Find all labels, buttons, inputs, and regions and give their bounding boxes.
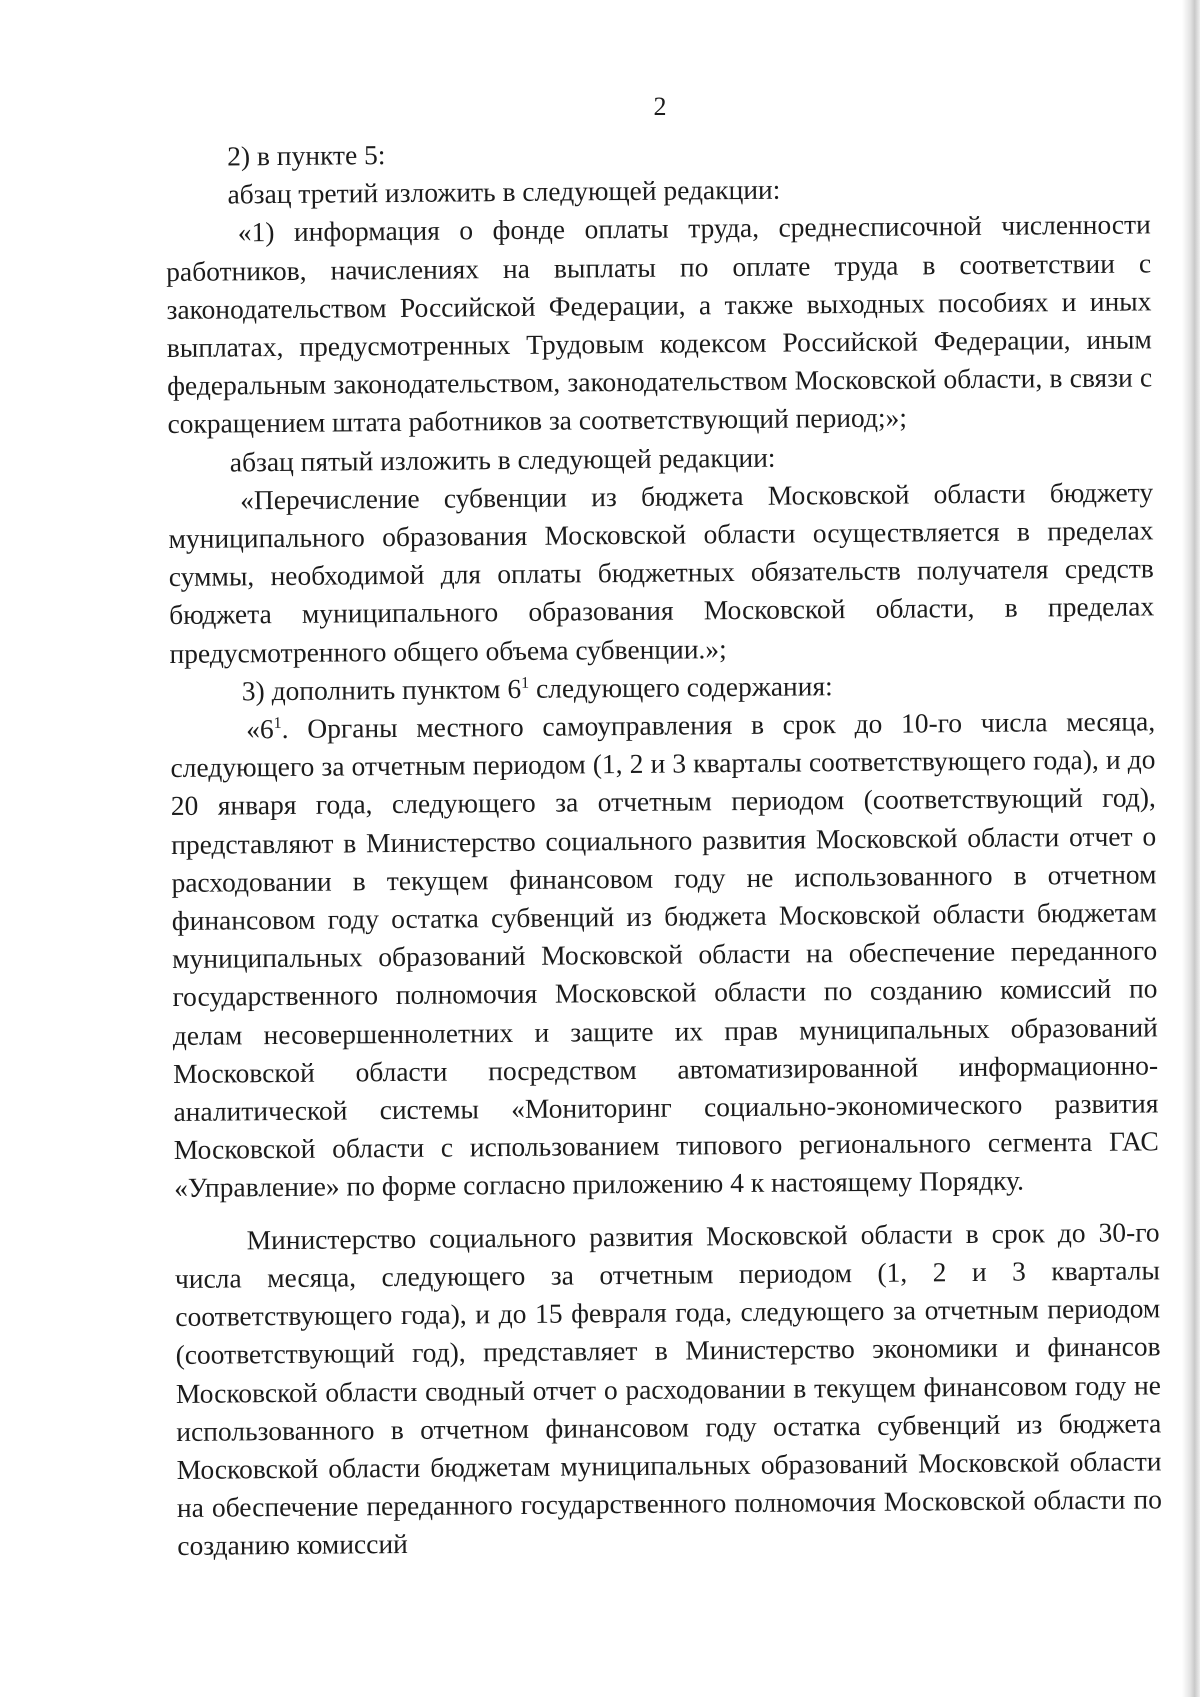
paragraph-ministry-report: Министерство социального развития Московской области в срок до 30-го числа месяца, следующего за отчетным периодом (1, 2 и 3 кварталы соответствующего года), и до 15 февраля года, следующего за отчетным периодом (соответствующий год), представляет в Министерство экономики и финансов Московской области сводный отчет о расходовании в текущем финансовом году не использованного в отчетном финансовом году остатка субвенций из бюджета Московской области бюджетам муниципальных образований Московской области на обеспечение переданного государственного полномочия Московской области по созданию комиссий xyxy=(174,1216,1163,1562)
paragraph-point-6-1 xyxy=(170,702,1159,1207)
item-3-text-start: 3) дополнить пунктом 6 xyxy=(241,672,522,707)
point-6-1-superscript: 1 xyxy=(273,714,282,732)
item-3-superscript: 1 xyxy=(521,674,530,692)
point-6-1-text-body: . Органы местного самоуправления в срок до 10-го числа месяца, следующего за отчетным периодом (1, 2 и 3 кварталы соответствующего года), и до 20 января года, следующего за отчетным периодом (соответствующий год), представляют в Министерство социального развития Московской области отчет о расходовании в текущем финансовом году не использованного в отчетном финансовом году остатка субвенций из бюджета Московской области бюджетам муниципальных образований Московской области на обеспечение переданного государственного полномочия Московской области по созданию комиссий по делам несовершеннолетних и защите их прав муниципальных образований Московской области посредством автоматизированной информационно-аналитической системы «Мониторинг социально-экономического развития Московской области с использованием типового регионального сегмента ГАС «Управление» по форме согласно приложению 4 к настоящему Порядку. xyxy=(170,705,1159,1204)
item-3-text-end: следующего содержания: xyxy=(528,670,833,704)
paragraph-paragraph-5-instruction: абзац пятый изложить в следующей редакции: xyxy=(229,441,776,478)
paragraph-subvention-transfer: «Перечисление субвенции из бюджета Московской области бюджету муниципального образования Московской области осуществляется в пределах суммы, необходимой для оплаты бюджетных обязательств получателя средств бюджета муниципального образования Московской области, в пределах предусмотренного общего объема субвенции.»; xyxy=(168,476,1155,669)
paragraph-quoted-item-1: «1) информация о фонде оплаты труда, среднесписочной численности работников, начислениях на выплаты по оплате труда в соответствии с законодательством Российской Федерации, а также выходных пособиях и иных выплатах, предусмотренных Трудовым кодексом Российской Федерации, иным федеральным законодательством, законодательством Московской области, в связи с сокращением штата работников за соответствующий период;»; xyxy=(166,208,1153,440)
point-6-1-text-start: «6 xyxy=(246,713,274,745)
paragraph-paragraph-3-instruction: абзац третий изложить в следующей редакции: xyxy=(227,173,781,210)
scanned-page-edge xyxy=(1182,0,1200,1697)
paragraph-item-2: 2) в пункте 5: xyxy=(227,139,386,172)
page-number: 2 xyxy=(653,92,667,121)
document-body xyxy=(165,129,1162,1565)
